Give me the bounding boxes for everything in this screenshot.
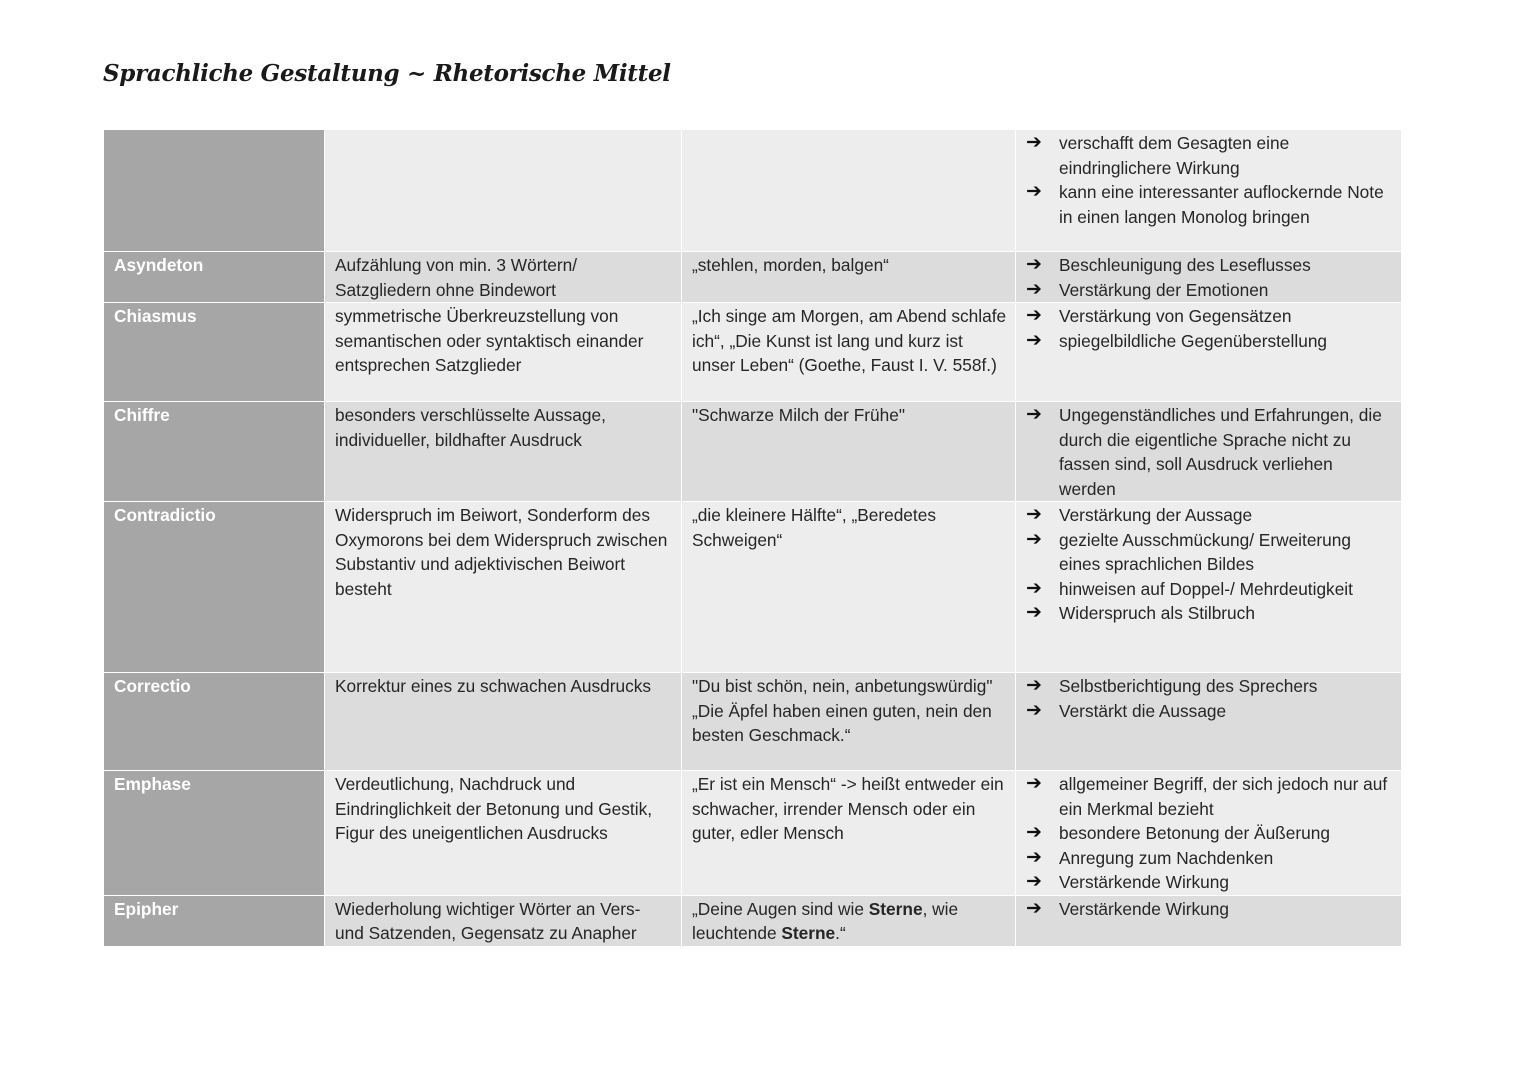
example-cell: „Ich singe am Morgen, am Abend schlafe ich“, „Die Kunst ist lang und kurz ist unser Leben“ (Goethe, Faust I. V. 558f.)	[682, 303, 1016, 402]
arrow-right-icon: ➔	[1026, 897, 1042, 919]
effect-item: ➔ kann eine interessanter auflockernde Note in einen langen Monolog bringen	[1026, 181, 1384, 227]
table-row	[104, 130, 1402, 252]
term-cell: Correctio	[104, 673, 325, 771]
description-cell: Verdeutlichung, Nachdruck und Eindringlichkeit der Betonung und Gestik, Figur des uneigentlichen Ausdrucks	[325, 771, 682, 896]
example-cell: „Er ist ein Mensch“ -> heißt entweder ein schwacher, irrender Mensch oder ein guter, edler Mensch	[682, 771, 1016, 896]
effect-item: ➔ Verstärkt die Aussage	[1026, 699, 1393, 724]
rhetoric-table	[103, 129, 1402, 947]
arrow-right-icon: ➔	[1026, 773, 1042, 794]
arrow-right-icon: ➔	[1026, 871, 1042, 892]
arrow-right-icon: ➔	[1026, 577, 1042, 599]
arrow-right-icon: ➔	[1026, 305, 1042, 326]
effects-cell	[1016, 895, 1402, 946]
term-cell: Epipher	[104, 895, 325, 946]
effects-cell	[1016, 130, 1402, 252]
arrow-right-icon: ➔	[1026, 699, 1042, 721]
arrow-right-icon: ➔	[1026, 504, 1042, 525]
description-cell: Wiederholung wichtiger Wörter an Vers- und Satzenden, Gegensatz zu Anapher	[325, 895, 682, 946]
description-cell: besonders verschlüsselte Aussage, individueller, bildhafter Ausdruck	[325, 402, 682, 502]
effect-item: ➔ Widerspruch als Stilbruch	[1026, 601, 1393, 626]
description-cell: Aufzählung von min. 3 Wörtern/ Satzgliedern ohne Bindewort	[325, 252, 682, 303]
arrow-right-icon: ➔	[1026, 404, 1042, 425]
effects-cell	[1016, 673, 1402, 771]
arrow-right-icon: ➔	[1026, 528, 1042, 550]
description-cell: Korrektur eines zu schwachen Ausdrucks	[325, 673, 682, 771]
example-cell: „die kleinere Hälfte“, „Beredetes Schweigen“	[682, 502, 1016, 673]
effects-cell	[1016, 402, 1402, 502]
example-cell: "Du bist schön, nein, anbetungswürdig" „Die Äpfel haben einen guten, nein den besten Geschmack.“	[682, 673, 1016, 771]
table-row	[104, 771, 1402, 896]
table-row	[104, 673, 1402, 771]
example-cell	[682, 130, 1016, 252]
table-row	[104, 502, 1402, 673]
effect-item: ➔ Verstärkende Wirkung	[1026, 870, 1393, 895]
arrow-right-icon: ➔	[1026, 278, 1042, 300]
effect-item: ➔ Beschleunigung des Leseflusses	[1026, 253, 1393, 278]
term-cell: Asyndeton	[104, 252, 325, 303]
effects-cell	[1016, 252, 1402, 303]
arrow-right-icon: ➔	[1026, 846, 1042, 868]
effect-item: ➔ verschafft dem Gesagten eine eindringlichere Wirkung	[1026, 132, 1290, 178]
effect-item: ➔ Verstärkung der Emotionen	[1026, 278, 1393, 303]
effect-item: ➔ spiegelbildliche Gegenüberstellung	[1026, 329, 1393, 354]
arrow-right-icon: ➔	[1026, 822, 1042, 843]
table-row	[104, 895, 1402, 946]
effect-item: ➔ Verstärkung der Aussage	[1026, 503, 1393, 528]
table-row	[104, 303, 1402, 402]
effects-cell	[1016, 771, 1402, 896]
effect-item: ➔ Anregung zum Nachdenken	[1026, 846, 1393, 871]
arrow-right-icon: ➔	[1026, 602, 1042, 623]
example-cell: "Schwarze Milch der Frühe"	[682, 402, 1016, 502]
table-row	[104, 252, 1402, 303]
effect-item: ➔ Verstärkende Wirkung	[1026, 897, 1393, 922]
arrow-right-icon: ➔	[1026, 675, 1042, 696]
effect-item: ➔ allgemeiner Begriff, der sich jedoch nur auf ein Merkmal bezieht	[1026, 773, 1388, 819]
description-cell: Widerspruch im Beiwort, Sonderform des Oxymorons bei dem Widerspruch zwischen Substantiv und adjektivischen Beiwort besteht	[325, 502, 682, 673]
effect-item: ➔ hinweisen auf Doppel-/ Mehrdeutigkeit	[1026, 577, 1393, 602]
effects-cell	[1016, 303, 1402, 402]
term-cell	[104, 130, 325, 252]
page-title: Sprachliche Gestaltung ~ Rhetorische Mittel	[103, 60, 671, 87]
example-cell: „Deine Augen sind wie Sterne, wie leuchtende Sterne.“	[682, 895, 1016, 946]
effect-item: ➔ Verstärkung von Gegensätzen	[1026, 304, 1393, 329]
arrow-right-icon: ➔	[1026, 181, 1042, 202]
example-cell: „stehlen, morden, balgen“	[682, 252, 1016, 303]
effect-item: ➔ gezielte Ausschmückung/ Erweiterung eines sprachlichen Bildes	[1026, 528, 1352, 574]
description-cell	[325, 130, 682, 252]
effect-item: ➔ Ungegenständliches und Erfahrungen, die durch die eigentliche Sprache nicht zu fassen sind, soll Ausdruck verliehen werden	[1026, 404, 1382, 499]
term-cell: Chiffre	[104, 402, 325, 502]
term-cell: Emphase	[104, 771, 325, 896]
term-cell: Contradictio	[104, 502, 325, 673]
effects-cell	[1016, 502, 1402, 673]
effect-item: ➔ Selbstberichtigung des Sprechers	[1026, 674, 1393, 699]
effect-item: ➔ besondere Betonung der Äußerung	[1026, 821, 1393, 846]
arrow-right-icon: ➔	[1026, 329, 1042, 351]
arrow-right-icon: ➔	[1026, 132, 1042, 153]
description-cell: symmetrische Überkreuzstellung von semantischen oder syntaktisch einander entsprechen Satzglieder	[325, 303, 682, 402]
arrow-right-icon: ➔	[1026, 254, 1042, 275]
term-cell: Chiasmus	[104, 303, 325, 402]
table-row	[104, 402, 1402, 502]
